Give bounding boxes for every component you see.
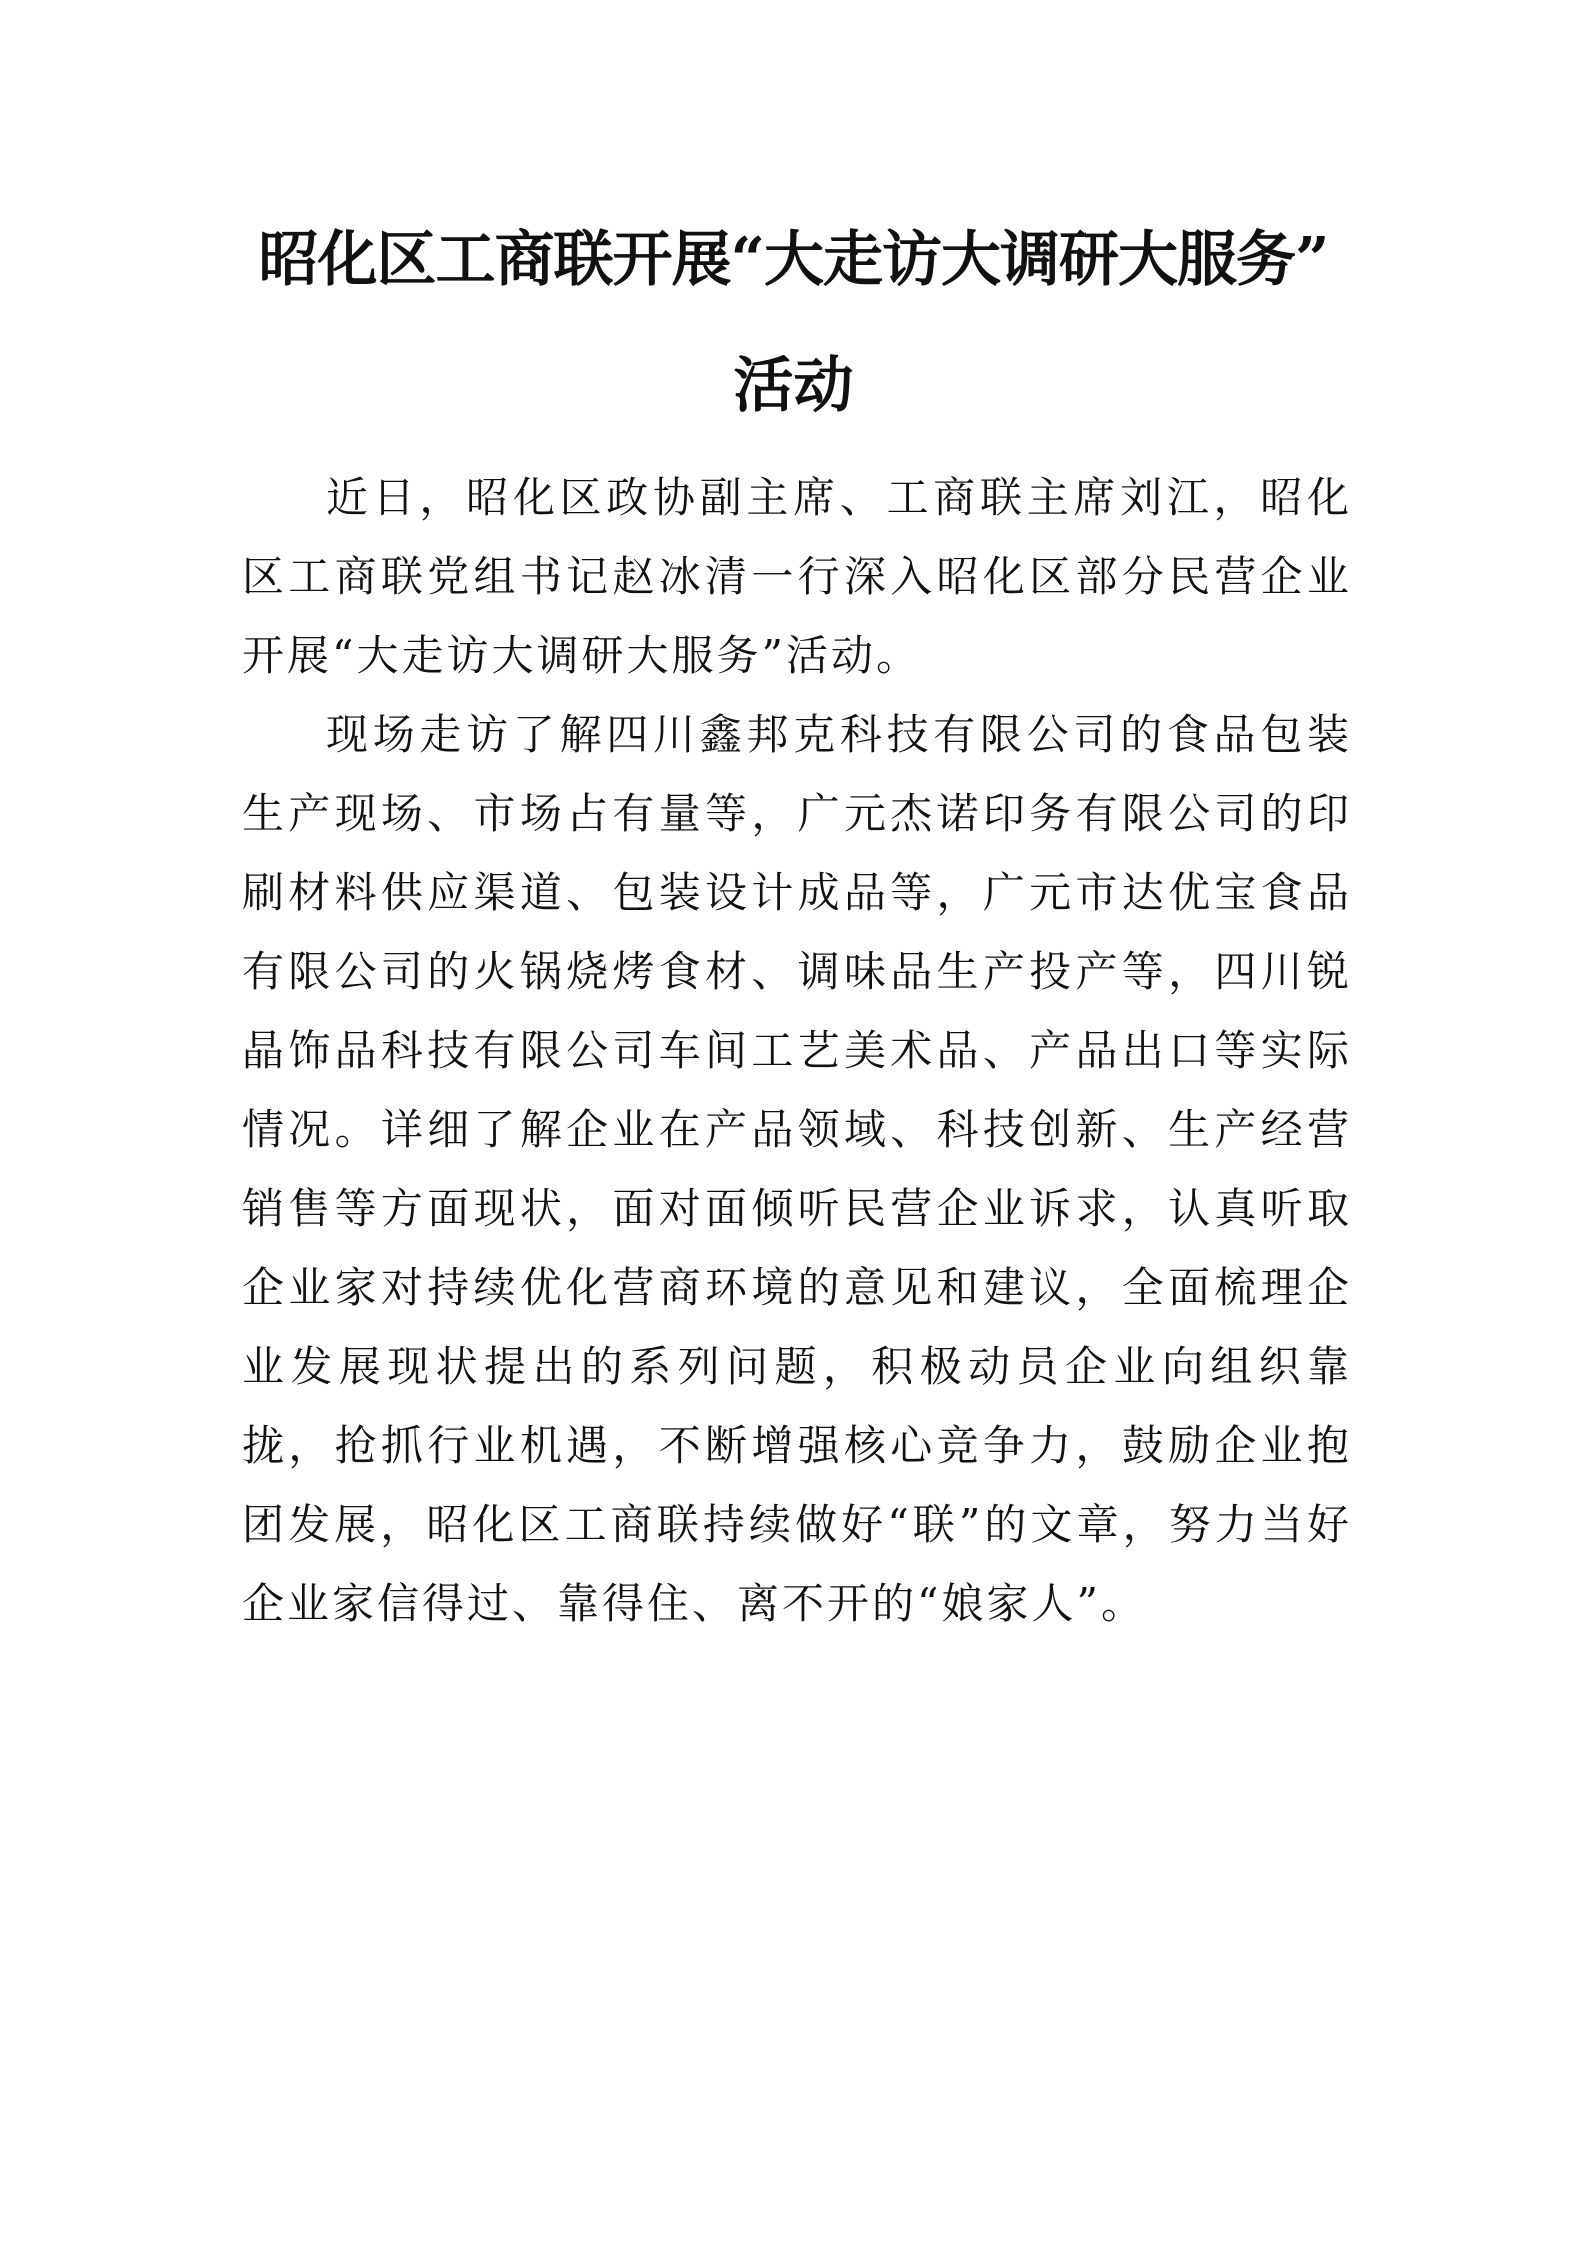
document-title-line-1: 昭化区工商联开展“大走访大调研大服务” bbox=[258, 225, 1329, 295]
document-body bbox=[242, 458, 1352, 1643]
document-title-line-2: 活动 bbox=[733, 351, 854, 421]
paragraph-1: 近日，昭化区政协副主席、工商联主席刘江，昭化区工商联党组书记赵冰清一行深入昭化区部分民营企业开展“大走访大调研大服务”活动。 bbox=[242, 473, 1352, 680]
paragraph-2: 现场走访了解四川鑫邦克科技有限公司的食品包装生产现场、市场占有量等，广元杰诺印务有限公司的印刷材料供应渠道、包装设计成品等，广元市达优宝食品有限公司的火锅烧烤食材、调味品生产投产等，四川锐晶饰品科技有限公司车间工艺美术品、产品出口等实际情况。详细了解企业在产品领域、科技创新、生产经营销售等方面现状，面对面倾听民营企业诉求，认真听取企业家对持续优化营商环境的意见和建议，全面梳理企业发展现状提出的系列问题，积极动员企业向组织靠拢，抢抓行业机遇，不断增强核心竞争力，鼓励企业抱团发展，昭化区工商联持续做好“联”的文章，努力当好企业家信得过、靠得住、离不开的“娘家人”。 bbox=[242, 710, 1352, 1628]
